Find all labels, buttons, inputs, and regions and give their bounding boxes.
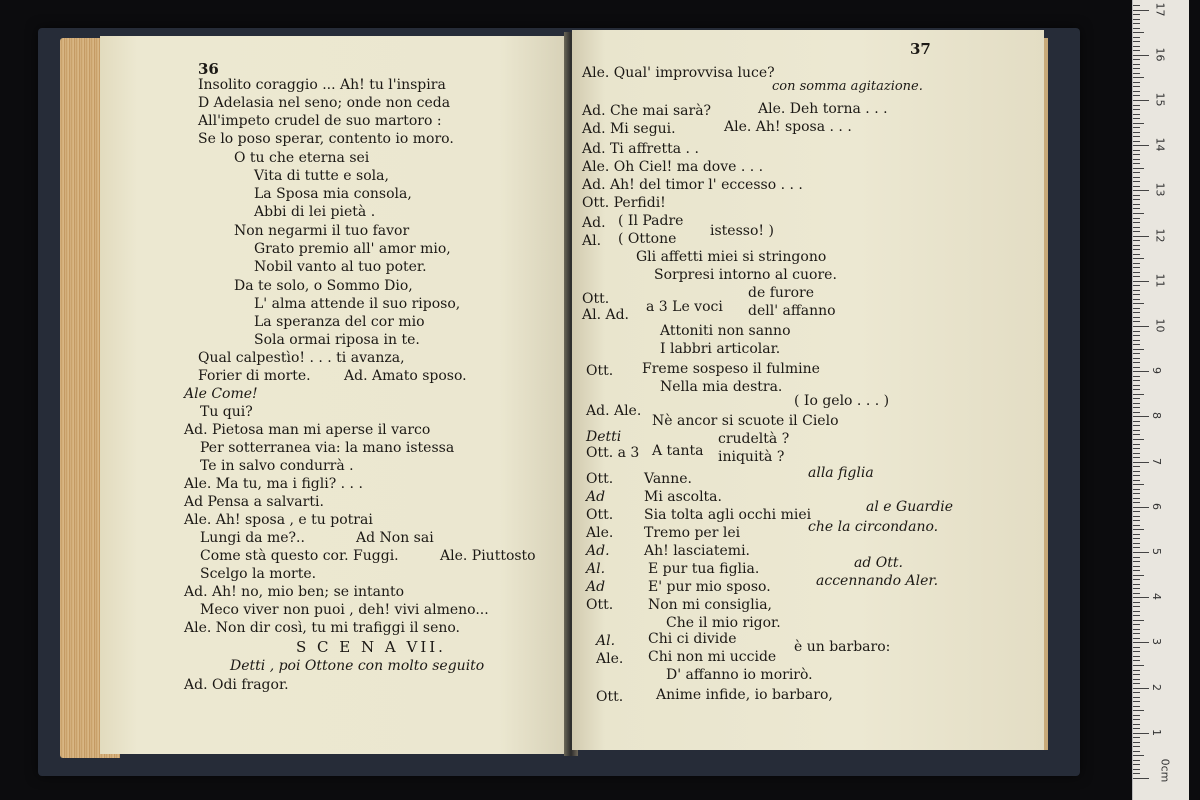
ruler-tick (1133, 141, 1140, 142)
ruler-tick (1133, 683, 1140, 684)
ruler-tick (1133, 335, 1140, 336)
ruler-number: 1 (1150, 728, 1163, 736)
ruler-tick (1133, 679, 1140, 680)
text-line: de furore (748, 285, 814, 301)
ruler-tick (1133, 46, 1140, 47)
ruler-tick (1133, 344, 1140, 345)
ruler-tick (1133, 254, 1140, 255)
ruler-tick (1133, 154, 1140, 155)
text-line: Ad. Odi fragor. (184, 677, 289, 693)
ruler-tick (1133, 638, 1140, 639)
ruler-tick (1133, 281, 1149, 282)
ruler-tick (1133, 299, 1140, 300)
ruler-number: 6 (1150, 502, 1163, 510)
ruler-tick (1133, 493, 1140, 494)
text-line: Insolito coraggio ... Ah! tu l'inspira (198, 77, 446, 93)
text-line: Ott. (586, 471, 614, 487)
text-line: Sorpresi intorno al cuore. (654, 267, 837, 283)
text-line: Ad (586, 579, 606, 595)
text-line: Te in salvo condurrà . (200, 458, 354, 474)
ruler-tick (1133, 208, 1140, 209)
text-line: E pur tua figlia. (648, 561, 760, 577)
ruler-tick (1133, 453, 1140, 454)
text-line: Gli affetti miei si stringono (636, 249, 827, 265)
ruler-tick (1133, 688, 1149, 689)
ruler-tick (1133, 407, 1140, 408)
text-line: Ad. Ti affretta . . (582, 141, 699, 157)
ruler-tick (1133, 719, 1140, 720)
ruler-tick (1133, 181, 1140, 182)
text-line: Meco viver non puoi , deh! vivi almeno... (200, 602, 489, 618)
ruler-tick (1133, 529, 1144, 530)
ruler-tick (1133, 105, 1140, 106)
text-line: Ale. Oh Ciel! ma dove . . . (582, 159, 764, 175)
text-line: Scelgo la morte. (200, 566, 317, 582)
ruler-tick (1133, 136, 1140, 137)
ruler-tick (1133, 95, 1140, 96)
ruler-tick (1133, 290, 1140, 291)
text-line: Ale Come! (184, 386, 258, 402)
ruler-tick (1133, 475, 1140, 476)
ruler-tick (1133, 91, 1140, 92)
ruler-tick (1133, 746, 1140, 747)
ruler-tick (1133, 145, 1149, 146)
ruler-tick (1133, 394, 1144, 395)
ruler-tick (1133, 77, 1144, 78)
ruler-tick (1133, 19, 1140, 20)
ruler-tick (1133, 371, 1149, 372)
ruler-tick (1133, 114, 1140, 115)
ruler-tick (1133, 123, 1144, 124)
stage-direction: accennando Aler. (816, 573, 939, 589)
text-line: E' pur mio sposo. (648, 579, 771, 595)
ruler-tick (1133, 276, 1140, 277)
ruler-tick (1133, 755, 1144, 756)
ruler-tick (1133, 32, 1144, 33)
text-line: Ott. (586, 507, 614, 523)
ruler-tick (1133, 715, 1140, 716)
ruler-tick (1133, 728, 1140, 729)
ruler-number: 2 (1150, 683, 1163, 691)
ruler-tick (1133, 190, 1149, 191)
ruler-tick (1133, 416, 1149, 417)
text-line: Al. (586, 561, 606, 577)
ruler-tick (1133, 552, 1149, 553)
ruler-tick (1133, 100, 1149, 101)
ruler-tick (1133, 213, 1144, 214)
ruler-tick (1133, 543, 1140, 544)
ruler-tick (1133, 37, 1140, 38)
ruler-number: 4 (1150, 593, 1163, 601)
ruler-tick (1133, 59, 1140, 60)
ruler-tick (1133, 620, 1144, 621)
ruler-tick (1133, 633, 1140, 634)
ruler-tick (1133, 294, 1140, 295)
text-line: Ad. Che mai sarà? (582, 103, 712, 119)
ruler-tick (1133, 547, 1140, 548)
ruler-number: 16 (1153, 47, 1167, 62)
ruler-tick (1133, 258, 1144, 259)
ruler-tick (1133, 444, 1140, 445)
ruler-tick (1133, 737, 1140, 738)
ruler-tick (1133, 199, 1140, 200)
stage-direction: che la circondano. (808, 519, 939, 535)
text-line: Ale. Ah! sposa , e tu potrai (184, 512, 373, 528)
ruler-tick (1133, 430, 1140, 431)
ruler-tick (1133, 760, 1140, 761)
text-line: Mi ascolta. (644, 489, 722, 505)
ruler-tick (1133, 68, 1140, 69)
ruler-tick (1133, 321, 1140, 322)
text-line: Ah! lasciatemi. (644, 543, 750, 559)
stage-direction: ad Ott. (854, 555, 903, 571)
ruler-number: 11 (1153, 273, 1167, 288)
ruler-tick (1133, 218, 1140, 219)
ruler-tick (1133, 227, 1140, 228)
ruler-tick (1133, 434, 1140, 435)
ruler-tick (1133, 642, 1149, 643)
ruler-tick (1133, 163, 1140, 164)
text-line: Al. (582, 233, 602, 249)
ruler-tick (1133, 249, 1140, 250)
text-line: I labbri articolar. (660, 341, 781, 357)
text-line: Ad. Amato sposo. (344, 368, 467, 384)
ruler-tick (1133, 267, 1140, 268)
ruler-tick (1133, 186, 1140, 187)
stage-direction: con somma agitazione. (772, 79, 923, 94)
ruler-tick (1133, 498, 1140, 499)
ruler-tick (1133, 385, 1140, 386)
ruler-tick (1133, 724, 1140, 725)
text-line: Lungi da me?.. (200, 530, 305, 546)
text-line: Ott. a 3 (586, 445, 640, 461)
ruler-tick (1133, 629, 1140, 630)
ruler-number: 5 (1150, 548, 1163, 555)
text-line: Freme sospeso il fulmine (642, 361, 820, 377)
stage-direction: Detti , poi Ottone con molto seguito (230, 658, 485, 674)
ruler-tick (1133, 764, 1140, 765)
text-line: Nè ancor si scuote il Cielo (652, 413, 839, 429)
left-page (100, 36, 570, 754)
text-line: Ad (586, 489, 606, 505)
ruler-number: 12 (1153, 228, 1167, 243)
ruler-tick (1133, 340, 1140, 341)
text-line: Ale. Ma tu, ma i figli? . . . (184, 476, 363, 492)
ruler-tick (1133, 471, 1140, 472)
ruler-tick (1133, 665, 1144, 666)
ruler-tick (1133, 697, 1140, 698)
text-line: Vanne. (644, 471, 692, 487)
stage-direction: alla figlia (808, 465, 874, 481)
ruler-tick (1133, 606, 1140, 607)
ruler-tick (1133, 222, 1140, 223)
text-line: Ale. (596, 651, 624, 667)
text-line: Chi non mi uccide (648, 649, 777, 665)
text-line: Come stà questo cor. Fuggi. (200, 548, 399, 564)
text-line: Al. (596, 633, 616, 649)
ruler-tick (1133, 602, 1140, 603)
text-line: Ad. Pietosa man mi aperse il varco (184, 422, 431, 438)
ruler-tick (1133, 23, 1140, 24)
ruler-tick (1133, 692, 1140, 693)
ruler-tick (1133, 331, 1140, 332)
ruler-tick (1133, 82, 1140, 83)
ruler-tick (1133, 557, 1140, 558)
ruler-tick (1133, 484, 1144, 485)
text-line: Ale. Non dir così, tu mi trafiggi il seno. (184, 620, 461, 636)
ruler-tick (1133, 380, 1140, 381)
text-line: O tu che eterna sei (234, 150, 370, 166)
ruler-tick (1133, 285, 1140, 286)
text-line: Per sotterranea via: la mano istessa (200, 440, 455, 456)
text-line: Nobil vanto al tuo poter. (254, 259, 427, 275)
ruler-tick (1133, 367, 1140, 368)
ruler-tick (1133, 611, 1140, 612)
ruler-tick (1133, 195, 1140, 196)
ruler-tick (1133, 624, 1140, 625)
ruler-tick (1133, 701, 1140, 702)
ruler-tick (1133, 317, 1140, 318)
ruler-tick (1133, 593, 1140, 594)
ruler-tick (1133, 263, 1140, 264)
text-line: Che il mio rigor. (666, 615, 781, 631)
ruler-tick (1133, 159, 1140, 160)
right-page (572, 30, 1044, 750)
ruler-tick (1133, 647, 1140, 648)
ruler-tick (1133, 358, 1140, 359)
text-line: Ale. (586, 525, 614, 541)
ruler-tick (1133, 466, 1140, 467)
ruler-tick (1133, 127, 1140, 128)
ruler-tick (1133, 706, 1140, 707)
ruler-tick (1133, 41, 1140, 42)
ruler-tick (1133, 412, 1140, 413)
ruler-tick (1133, 511, 1140, 512)
text-line: Ad. (582, 215, 606, 231)
text-line: Nella mia destra. (660, 379, 783, 395)
ruler-tick (1133, 326, 1149, 327)
ruler-tick (1133, 538, 1140, 539)
text-line: Tu qui? (200, 404, 253, 420)
ruler-tick (1133, 172, 1140, 173)
text-line: Se lo poso sperar, contento io moro. (198, 131, 454, 147)
text-line: crudeltà ? (718, 431, 790, 447)
ruler-tick (1133, 55, 1149, 56)
ruler-tick (1133, 561, 1140, 562)
ruler-tick (1133, 362, 1140, 363)
ruler-tick (1133, 10, 1149, 11)
ruler-number: 3 (1150, 638, 1163, 646)
ruler-tick (1133, 86, 1140, 87)
ruler-tick (1133, 516, 1140, 517)
text-line: Ale. Ah! sposa . . . (724, 119, 852, 135)
ruler-tick (1133, 245, 1140, 246)
ruler-tick (1133, 73, 1140, 74)
stage-direction: al e Guardie (866, 499, 953, 515)
ruler-tick (1133, 231, 1140, 232)
text-line: Ott. (596, 689, 624, 705)
ruler-tick (1133, 660, 1140, 661)
ruler-tick (1133, 353, 1140, 354)
ruler-tick (1133, 421, 1140, 422)
ruler-tick (1133, 656, 1140, 657)
ruler-tick (1133, 376, 1140, 377)
ruler-tick (1133, 236, 1149, 237)
text-line: iniquità ? (718, 449, 785, 465)
text-line: La speranza del cor mio (254, 314, 425, 330)
ruler-number: 17 (1153, 2, 1167, 17)
ruler-tick (1133, 769, 1140, 770)
text-line: ( Ottone (618, 231, 677, 247)
text-line: Chi ci divide (648, 631, 737, 647)
ruler-number: 10 (1153, 318, 1167, 333)
ruler-tick (1133, 480, 1140, 481)
ruler-tick (1133, 312, 1140, 313)
text-line: Attoniti non sanno (660, 323, 791, 339)
text-line: Ott. (586, 597, 614, 613)
ruler-tick (1133, 773, 1140, 774)
text-line: istesso! ) (710, 223, 774, 239)
ruler-tick (1133, 132, 1140, 133)
ruler-number: 14 (1153, 137, 1167, 152)
text-line: dell' affanno (748, 303, 836, 319)
ruler-tick (1133, 457, 1140, 458)
text-line: A tanta (652, 443, 704, 459)
text-line: Ad. Ale. (586, 403, 642, 419)
ruler-tick (1133, 534, 1140, 535)
text-line: Sola ormai riposa in te. (254, 332, 420, 348)
ruler-tick (1133, 742, 1140, 743)
text-line: L' alma attende il suo riposo, (254, 296, 461, 312)
text-line: Ale. Piuttosto (440, 548, 536, 564)
ruler-zero-label: 0cm (1158, 758, 1172, 783)
text-line: Ott. Perfidi! (582, 195, 666, 211)
text-line: Tremo per lei (644, 525, 741, 541)
ruler-tick (1133, 398, 1140, 399)
text-line: La Sposa mia consola, (254, 186, 412, 202)
ruler-tick (1133, 204, 1140, 205)
text-line: Ad. Mi segui. (582, 121, 676, 137)
ruler-tick (1133, 575, 1144, 576)
text-line: Forier di morte. (198, 368, 311, 384)
ruler-tick (1133, 109, 1140, 110)
ruler-tick (1133, 5, 1140, 6)
ruler-number: 9 (1150, 367, 1163, 375)
text-line: Ad. (586, 543, 610, 559)
text-line: Abbi di lei pietà . (254, 204, 376, 220)
text-line: Sia tolta agli occhi miei (644, 507, 812, 523)
scene-heading: S C E N A VII. (296, 638, 446, 656)
ruler-tick (1133, 448, 1140, 449)
ruler-tick (1133, 389, 1140, 390)
measuring-ruler (1132, 0, 1189, 800)
ruler-tick (1133, 520, 1140, 521)
ruler-tick (1133, 670, 1140, 671)
text-line: Ad Pensa a salvarti. (184, 494, 324, 510)
ruler-tick (1133, 308, 1140, 309)
text-line: Ale. Deh torna . . . (758, 101, 888, 117)
ruler-tick (1133, 579, 1140, 580)
text-line: Qual calpestìo! . . . ti avanza, (198, 350, 405, 366)
ruler-tick (1133, 525, 1140, 526)
ruler-tick (1133, 584, 1140, 585)
text-line: a 3 Le voci (646, 299, 723, 315)
ruler-tick (1133, 272, 1140, 273)
text-line: Detti (586, 429, 622, 445)
ruler-tick (1133, 240, 1140, 241)
text-line: Vita di tutte e sola, (254, 168, 389, 184)
ruler-tick (1133, 615, 1140, 616)
ruler-tick (1133, 507, 1149, 508)
ruler-tick (1133, 751, 1140, 752)
text-line: Ad. Ah! no, mio ben; se intanto (184, 584, 405, 600)
text-line: Ale. Qual' improvvisa luce? (582, 65, 775, 81)
page-number: 37 (910, 40, 931, 58)
text-line: Ad Non sai (356, 530, 434, 546)
text-line: D' affanno io morirò. (666, 667, 813, 683)
ruler-tick (1133, 588, 1140, 589)
ruler-tick (1133, 570, 1140, 571)
text-line: Non negarmi il tuo favor (234, 223, 410, 239)
ruler-tick (1133, 710, 1144, 711)
ruler-tick (1133, 403, 1140, 404)
ruler-tick (1133, 489, 1140, 490)
text-line: Da te solo, o Sommo Dio, (234, 278, 413, 294)
ruler-number: 8 (1150, 412, 1163, 420)
text-line: Grato premio all' amor mio, (254, 241, 451, 257)
ruler-tick (1133, 425, 1140, 426)
ruler-tick (1133, 150, 1140, 151)
text-line: Anime infide, io barbaro, (656, 687, 833, 703)
ruler-tick (1133, 50, 1140, 51)
ruler-number: 13 (1153, 182, 1167, 197)
ruler-tick (1133, 303, 1144, 304)
ruler-tick (1133, 778, 1149, 779)
ruler-tick (1133, 439, 1144, 440)
ruler-tick (1133, 28, 1140, 29)
text-line: è un barbaro: (794, 639, 891, 655)
ruler-tick (1133, 462, 1149, 463)
text-line: ( Io gelo . . . ) (794, 393, 890, 409)
ruler-tick (1133, 651, 1140, 652)
ruler-tick (1133, 733, 1149, 734)
ruler-tick (1133, 566, 1140, 567)
ruler-tick (1133, 118, 1140, 119)
ruler-tick (1133, 177, 1140, 178)
ruler-tick (1133, 64, 1140, 65)
ruler-tick (1133, 597, 1149, 598)
ruler-tick (1133, 674, 1140, 675)
ruler-number: 7 (1150, 457, 1163, 465)
text-line: D Adelasia nel seno; onde non ceda (198, 95, 451, 111)
text-line: All'impeto crudel de suo martoro : (198, 113, 442, 129)
ruler-tick (1133, 502, 1140, 503)
text-line: ( Il Padre (618, 213, 684, 229)
text-line: Ott. (586, 363, 614, 379)
text-line: Al. Ad. (582, 307, 630, 323)
text-line: Ott. (582, 291, 610, 307)
text-line: Non mi consiglia, (648, 597, 773, 613)
text-line: Ad. Ah! del timor l' eccesso . . . (582, 177, 803, 193)
ruler-tick (1133, 168, 1144, 169)
ruler-number: 15 (1153, 92, 1167, 107)
ruler-tick (1133, 349, 1144, 350)
page-number: 36 (198, 60, 219, 78)
ruler-tick (1133, 14, 1140, 15)
